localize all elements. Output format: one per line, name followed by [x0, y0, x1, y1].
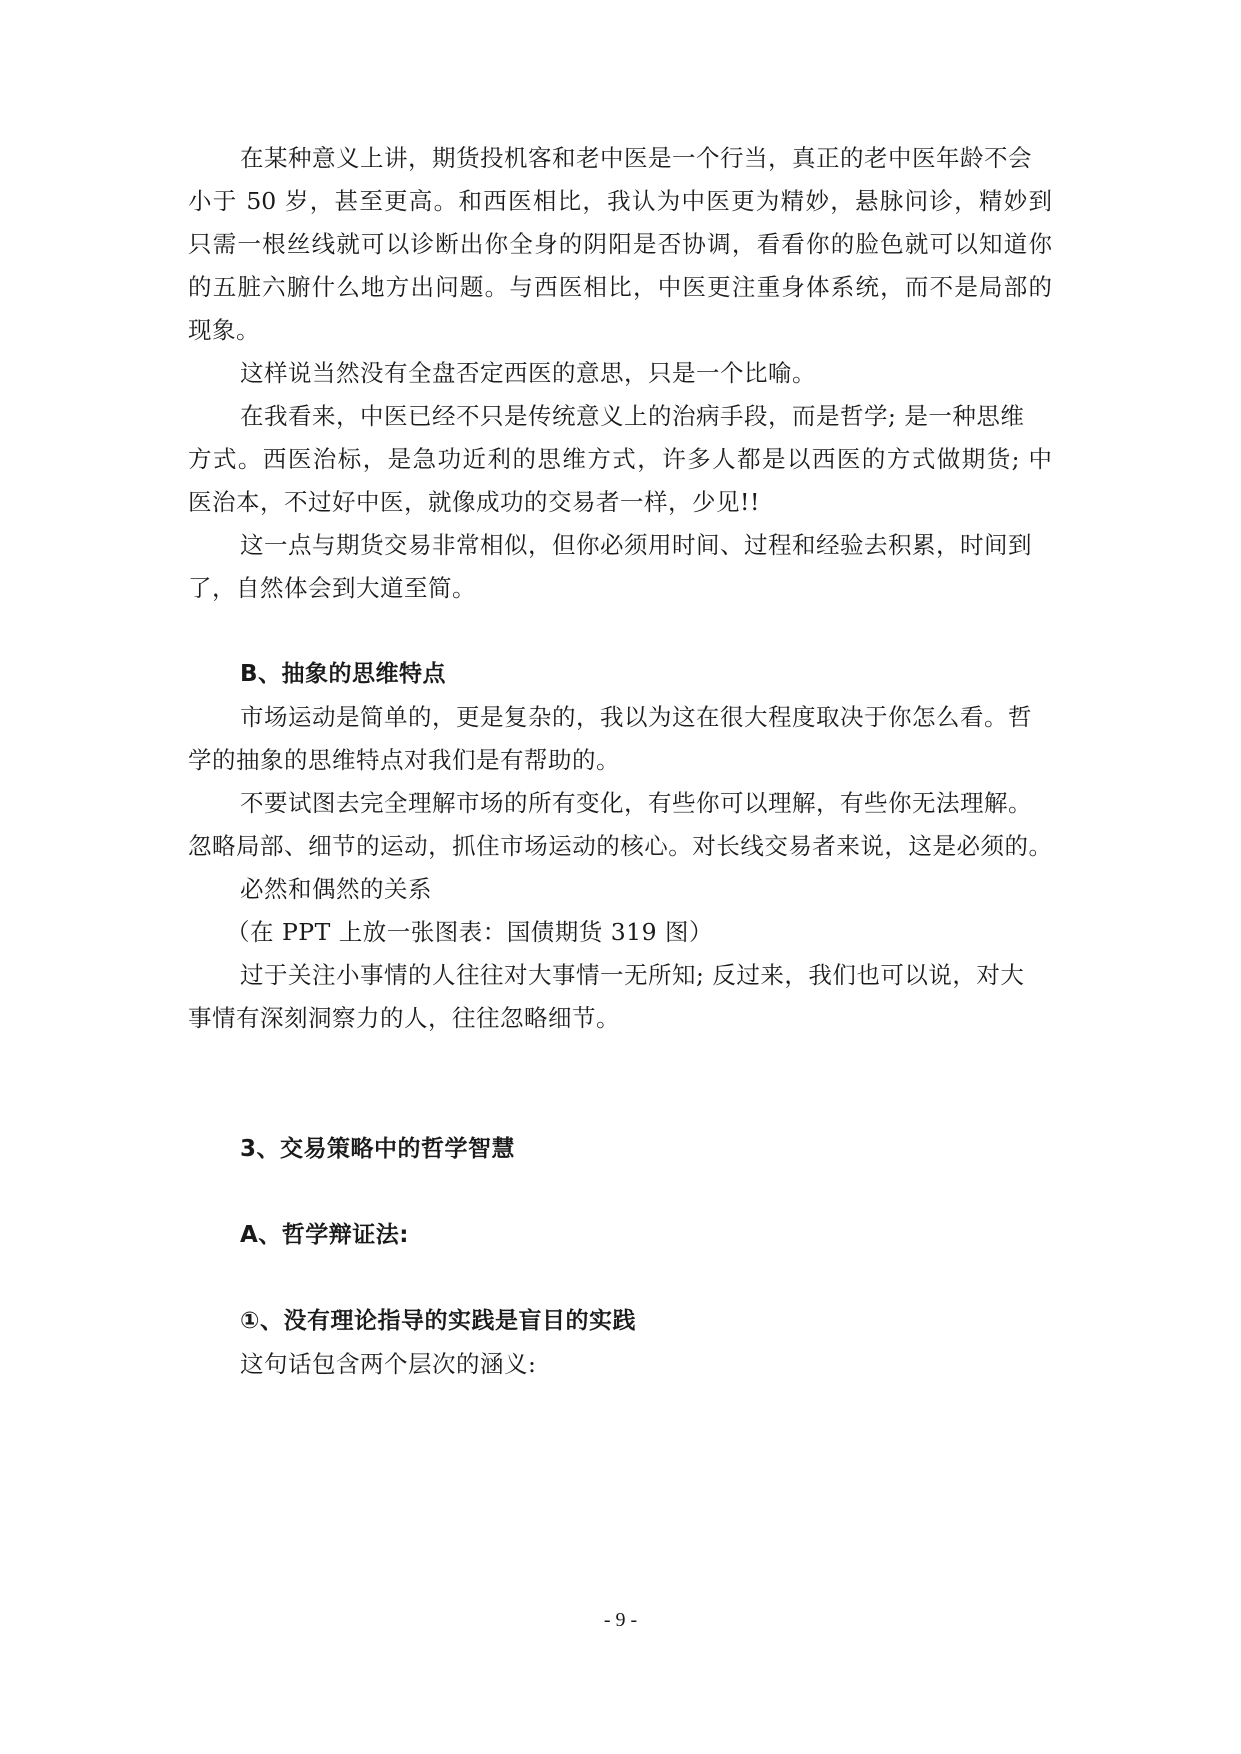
ppt-note: （在 PPT 上放一张图表：国债期货 319 图） [226, 918, 714, 946]
body-line: 现象。 [188, 316, 260, 344]
body-line: 小于 50 岁，甚至更高。和西医相比，我认为中医更为精妙，悬脉问诊，精妙到 [188, 187, 1052, 215]
body-line: 这一点与期货交易非常相似，但你必须用时间、过程和经验去积累，时间到 [240, 531, 1032, 559]
body-line: 学的抽象的思维特点对我们是有帮助的。 [188, 746, 620, 774]
body-line: 不要试图去完全理解市场的所有变化，有些你可以理解，有些你无法理解。 [240, 789, 1032, 817]
body-line: 这样说当然没有全盘否定西医的意思，只是一个比喻。 [240, 359, 816, 387]
body-line: 在我看来，中医已经不只是传统意义上的治病手段，而是哲学; 是一种思维 [240, 402, 1025, 430]
body-line: 过于关注小事情的人往往对大事情一无所知; 反过来，我们也可以说，对大 [240, 961, 1025, 989]
body-line: 事情有深刻洞察力的人，往往忽略细节。 [188, 1004, 620, 1032]
body-line: 了，自然体会到大道至简。 [188, 574, 476, 602]
section-heading-a: A、哲学辩证法: [240, 1222, 409, 1248]
section-heading-3: 3、交易策略中的哲学智慧 [240, 1136, 516, 1162]
body-line: 医治本，不过好中医，就像成功的交易者一样，少见!! [188, 488, 760, 516]
body-line: 忽略局部、细节的运动，抓住市场运动的核心。对长线交易者来说，这是必须的。 [188, 832, 1052, 860]
body-line: 在某种意义上讲，期货投机客和老中医是一个行当，真正的老中医年龄不会 [240, 144, 1032, 172]
section-heading-b: B、抽象的思维特点 [240, 661, 447, 687]
subsection-heading-1: ①、没有理论指导的实践是盲目的实践 [240, 1308, 636, 1334]
body-line: 必然和偶然的关系 [240, 875, 432, 903]
body-line: 方式。西医治标，是急功近利的思维方式，许多人都是以西医的方式做期货; 中 [188, 445, 1052, 473]
body-line: 这句话包含两个层次的涵义: [240, 1350, 537, 1378]
page-number: - 9 - [603, 1609, 638, 1631]
body-line: 的五脏六腑什么地方出问题。与西医相比，中医更注重身体系统，而不是局部的 [188, 273, 1052, 301]
body-line: 只需一根丝线就可以诊断出你全身的阴阳是否协调，看看你的脸色就可以知道你 [188, 230, 1052, 258]
body-line: 市场运动是简单的，更是复杂的，我以为这在很大程度取决于你怎么看。哲 [240, 703, 1032, 731]
